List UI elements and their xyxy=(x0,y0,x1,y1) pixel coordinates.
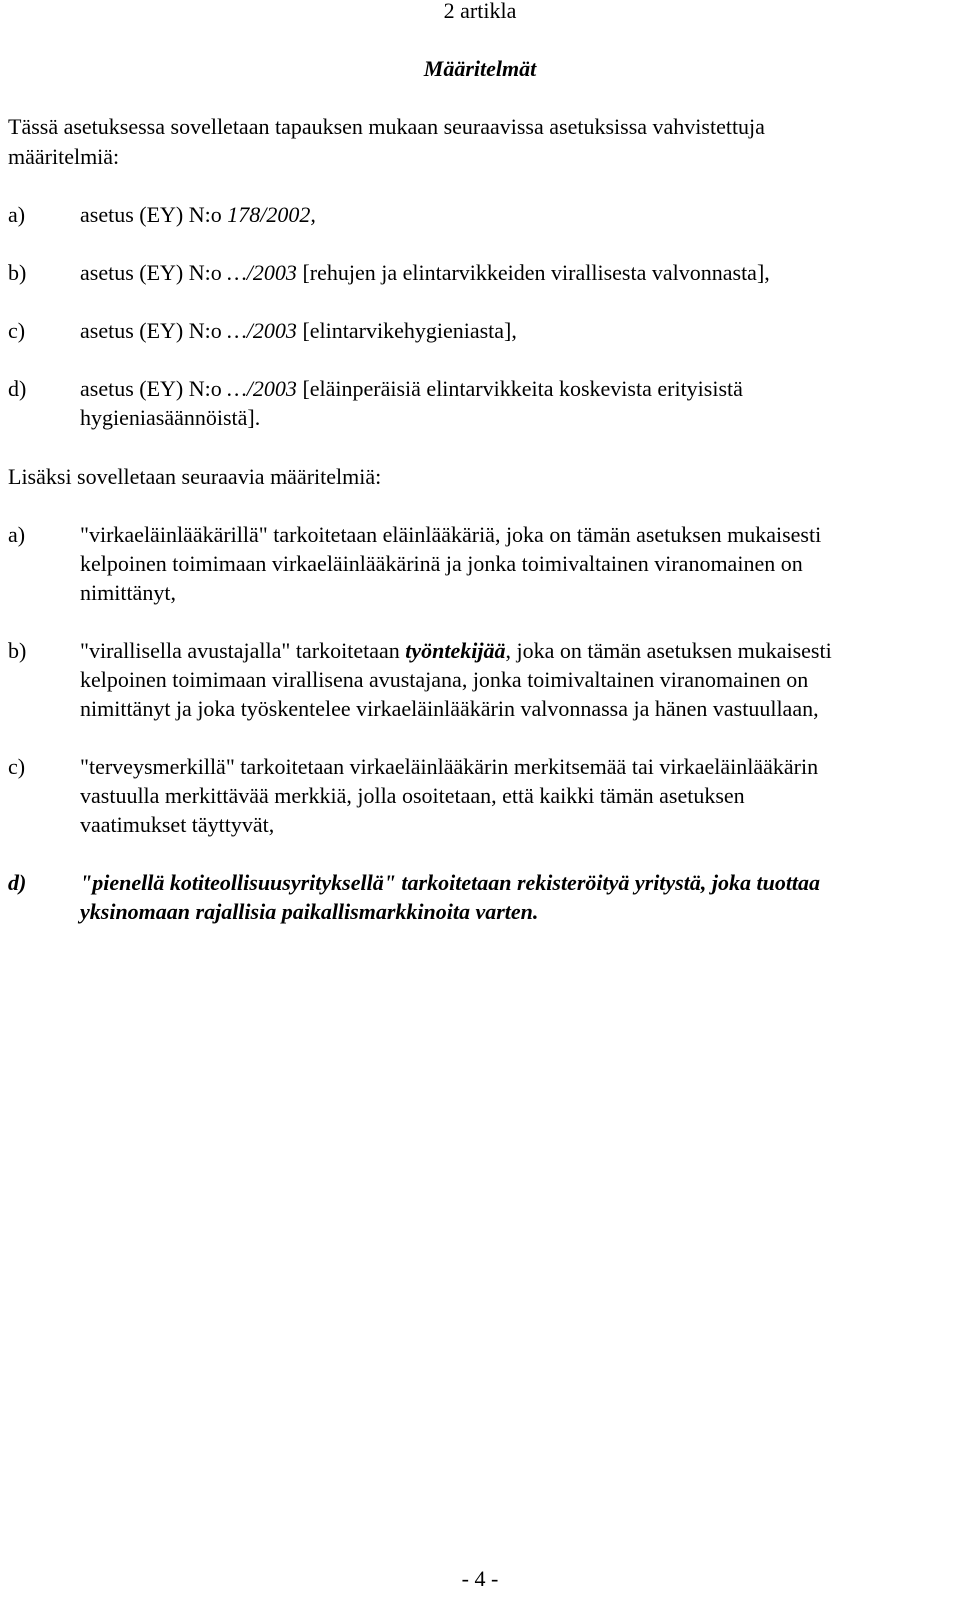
regulation-label-a: a) xyxy=(8,202,26,227)
regulation-item-c xyxy=(80,318,517,344)
definition-b-pre: "virallisella avustajalla" tarkoitetaan xyxy=(80,638,406,663)
regulation-number: 178/2002, xyxy=(227,202,316,227)
regulation-number: …/2003 xyxy=(227,260,297,285)
definition-b-line-1 xyxy=(80,638,832,664)
regulation-number: …/2003 xyxy=(227,376,297,401)
regulation-item-b xyxy=(80,260,770,286)
regulation-prefix: asetus (EY) N:o xyxy=(80,202,228,227)
intro-line-2: määritelmiä: xyxy=(8,144,120,169)
page-number: - 4 - xyxy=(461,1566,499,1591)
definition-a-line-2: kelpoinen toimimaan virkaeläinlääkärinä ja jonka toimivaltainen viranomainen on xyxy=(80,551,803,576)
additional-intro: Lisäksi sovelletaan seuraavia määritelmiä: xyxy=(8,464,382,489)
definition-label-c: c) xyxy=(8,754,26,779)
definition-d-line-1: "pienellä kotiteollisuusyrityksellä" tarkoitetaan rekisteröityä yritystä, joka tuottaa xyxy=(80,870,821,895)
definition-label-b: b) xyxy=(8,638,27,663)
regulation-number: …/2003 xyxy=(227,318,297,343)
definition-b-line-3: nimittänyt ja joka työskentelee virkaeläinlääkärin valvonnassa ja hänen vastuullaan, xyxy=(80,696,819,721)
regulation-label-c: c) xyxy=(8,318,26,343)
regulation-title: [elintarvikehygieniasta], xyxy=(296,318,517,343)
regulation-prefix: asetus (EY) N:o xyxy=(80,260,228,285)
definition-a-line-3: nimittänyt, xyxy=(80,580,176,605)
definition-a-line-1: "virkaeläinlääkärillä" tarkoitetaan eläinlääkäriä, joka on tämän asetuksen mukaisesti xyxy=(80,522,822,547)
regulation-item-d-line-2: hygieniasäännöistä]. xyxy=(80,405,261,430)
article-title: 2 artikla xyxy=(443,0,517,23)
definition-c-line-1: "terveysmerkillä" tarkoitetaan virkaeläinlääkärin merkitsemää tai virkaeläinlääkärin xyxy=(80,754,819,779)
regulation-item-a xyxy=(80,202,316,228)
regulation-label-d: d) xyxy=(8,376,27,401)
definition-b-line-2: kelpoinen toimimaan virallisena avustajana, jonka toimivaltainen viranomainen on xyxy=(80,667,809,692)
regulation-title: [eläinperäisiä elintarvikkeita koskevista erityisistä xyxy=(296,376,743,401)
regulation-prefix: asetus (EY) N:o xyxy=(80,376,228,401)
regulation-prefix: asetus (EY) N:o xyxy=(80,318,228,343)
definition-label-a: a) xyxy=(8,522,26,547)
regulation-item-d xyxy=(80,376,743,402)
definition-c-line-3: vaatimukset täyttyvät, xyxy=(80,812,275,837)
intro-line-1: Tässä asetuksessa sovelletaan tapauksen mukaan seuraavissa asetuksissa vahvistettuja xyxy=(8,114,765,139)
article-subtitle: Määritelmät xyxy=(423,56,537,81)
definition-b-post: , joka on tämän asetuksen mukaisesti xyxy=(505,638,832,663)
definition-b-emphasis: työntekijää xyxy=(405,638,506,663)
definition-d-line-2: yksinomaan rajallisia paikallismarkkinoita varten. xyxy=(80,899,539,924)
definition-label-d: d) xyxy=(8,870,27,895)
regulation-title: [rehujen ja elintarvikkeiden virallisesta valvonnasta], xyxy=(296,260,770,285)
regulation-label-b: b) xyxy=(8,260,27,285)
definition-c-line-2: vastuulla merkittävää merkkiä, jolla osoitetaan, että kaikki tämän asetuksen xyxy=(80,783,745,808)
